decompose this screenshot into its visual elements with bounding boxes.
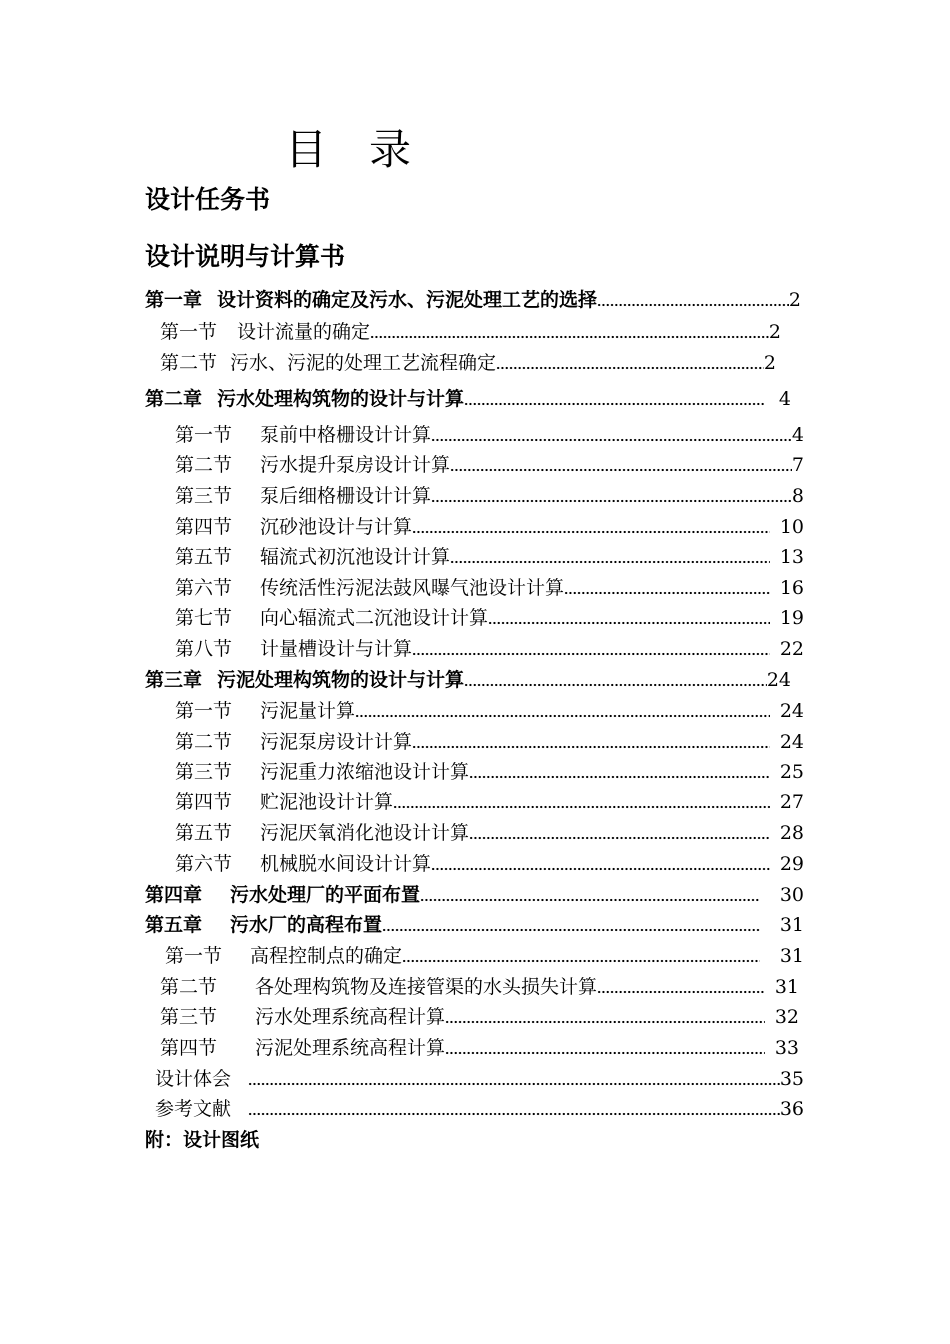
toc-section-3-5[interactable]	[175, 821, 804, 845]
toc-appendix[interactable]: 附：设计图纸	[145, 1129, 260, 1151]
toc-section-3-4[interactable]	[175, 790, 804, 814]
toc-entry-label: 第二节	[160, 976, 218, 998]
toc-leader-dots	[469, 821, 770, 845]
toc-entry-title: 贮泥池设计计算	[260, 791, 394, 813]
toc-leader-dots	[431, 423, 792, 447]
toc-page-number: 4	[791, 424, 804, 446]
toc-entry-label: 第五节	[175, 822, 233, 844]
toc-section-3-6[interactable]	[175, 852, 804, 876]
toc-leader-dots	[464, 668, 767, 692]
toc-leader-dots	[431, 852, 770, 876]
toc-leader-dots	[450, 545, 770, 569]
toc-chapter-5[interactable]	[145, 913, 804, 937]
toc-page-number: 10	[779, 516, 804, 538]
toc-entry-title: 泵后细格栅设计计算	[260, 485, 432, 507]
toc-entry-title: 污水处理构筑物的设计与计算	[217, 388, 465, 410]
toc-leader-dots	[370, 320, 769, 344]
toc-leader-dots	[450, 453, 792, 477]
toc-page-number: 24	[766, 669, 791, 691]
toc-entry-label: 第三节	[175, 761, 233, 783]
toc-design-reflection[interactable]	[155, 1067, 804, 1091]
toc-page-number: 2	[763, 352, 776, 374]
toc-entry-label: 第六节	[175, 853, 233, 875]
toc-entry-title: 机械脱水间设计计算	[260, 853, 432, 875]
heading-design-task: 设计任务书	[145, 185, 271, 214]
toc-section-2-6[interactable]	[175, 576, 804, 600]
page-title: 目 录	[285, 125, 412, 174]
toc-leader-dots	[382, 913, 760, 937]
toc-entry-label: 第三章	[145, 669, 203, 691]
toc-section-2-2[interactable]	[175, 453, 804, 477]
toc-entry-label: 第二节	[175, 454, 233, 476]
toc-page-number: 31	[779, 945, 804, 967]
toc-leader-dots	[248, 1067, 780, 1091]
toc-entry-title: 辐流式初沉池设计计算	[260, 546, 451, 568]
toc-leader-dots	[412, 730, 770, 754]
toc-entry-title: 泵前中格栅设计计算	[260, 424, 432, 446]
toc-section-2-1[interactable]	[175, 423, 804, 447]
toc-page-number: 19	[779, 607, 804, 629]
toc-entry-label: 第一节	[165, 945, 223, 967]
toc-leader-dots	[445, 1036, 765, 1060]
toc-entry-title: 各处理构筑物及连接管渠的水头损失计算	[255, 976, 598, 998]
toc-entry-title: 向心辐流式二沉池设计计算	[260, 607, 489, 629]
toc-entry-label: 第二章	[145, 388, 203, 410]
toc-section-5-4[interactable]	[160, 1036, 799, 1060]
toc-leader-dots	[402, 944, 760, 968]
toc-references[interactable]	[155, 1097, 804, 1121]
toc-leader-dots	[412, 515, 770, 539]
toc-page-number: 22	[779, 638, 804, 660]
toc-section-1-2[interactable]	[160, 351, 776, 375]
toc-page-number: 27	[779, 791, 804, 813]
toc-entry-title: 传统活性污泥法鼓风曝气池设计计算	[260, 577, 565, 599]
toc-page-number: 32	[774, 1006, 799, 1028]
toc-leader-dots	[445, 1005, 765, 1029]
toc-entry-title: 污水处理系统高程计算	[255, 1006, 446, 1028]
toc-chapter-4[interactable]	[145, 883, 804, 907]
toc-page-number: 25	[779, 761, 804, 783]
toc-section-2-5[interactable]	[175, 545, 804, 569]
toc-page-number: 29	[779, 853, 804, 875]
toc-section-2-7[interactable]	[175, 606, 804, 630]
toc-leader-dots	[355, 699, 770, 723]
toc-entry-title: 污泥处理构筑物的设计与计算	[217, 669, 465, 691]
toc-entry-label: 第五节	[175, 546, 233, 568]
toc-page-number: 13	[779, 546, 804, 568]
toc-page-number: 16	[779, 577, 804, 599]
toc-section-5-3[interactable]	[160, 1005, 799, 1029]
toc-leader-dots	[496, 351, 764, 375]
toc-entry-label: 第一节	[175, 424, 233, 446]
toc-section-1-1[interactable]	[160, 320, 781, 344]
toc-entry-label: 第一节	[160, 321, 218, 343]
toc-section-3-2[interactable]	[175, 730, 804, 754]
toc-page-number: 2	[788, 289, 801, 311]
toc-page-number: 30	[779, 884, 804, 906]
toc-entry-label: 第三节	[160, 1006, 218, 1028]
toc-entry-title: 污水提升泵房设计计算	[260, 454, 451, 476]
toc-leader-dots	[420, 883, 760, 907]
toc-entry-label: 第六节	[175, 577, 233, 599]
toc-entry-title: 污泥厌氧消化池设计计算	[260, 822, 470, 844]
toc-entry-title: 污水厂的高程布置	[230, 914, 383, 936]
toc-entry-label: 第四节	[175, 791, 233, 813]
toc-chapter-1[interactable]	[145, 288, 801, 312]
toc-section-3-1[interactable]	[175, 699, 804, 723]
toc-entry-label: 第四章	[145, 884, 203, 906]
toc-leader-dots	[464, 387, 765, 411]
toc-page-number: 31	[774, 976, 799, 998]
toc-leader-dots	[597, 975, 765, 999]
toc-entry-title: 沉砂池设计与计算	[260, 516, 413, 538]
toc-entry-label: 第二节	[160, 352, 218, 374]
toc-leader-dots	[412, 637, 770, 661]
toc-page-number: 31	[779, 914, 804, 936]
toc-entry-title: 污泥重力浓缩池设计计算	[260, 761, 470, 783]
toc-entry-title: 设计流量的确定	[237, 321, 371, 343]
toc-entry-title: 设计资料的确定及污水、污泥处理工艺的选择	[217, 289, 598, 311]
toc-section-5-2[interactable]	[160, 975, 799, 999]
toc-leader-dots	[488, 606, 770, 630]
toc-entry-title: 污泥处理系统高程计算	[255, 1037, 446, 1059]
toc-entry-title: 污泥泵房设计计算	[260, 731, 413, 753]
toc-leader-dots	[597, 288, 789, 312]
toc-entry-label: 设计体会	[155, 1068, 232, 1090]
toc-entry-title: 污水、污泥的处理工艺流程确定	[230, 352, 497, 374]
toc-leader-dots	[393, 790, 770, 814]
toc-entry-label: 第一章	[145, 289, 203, 311]
toc-leader-dots	[564, 576, 770, 600]
toc-entry-label: 第四节	[160, 1037, 218, 1059]
toc-entry-label: 第一节	[175, 700, 233, 722]
heading-design-calculation: 设计说明与计算书	[145, 242, 346, 271]
toc-entry-label: 第七节	[175, 607, 233, 629]
toc-page-number: 7	[791, 454, 804, 476]
toc-section-2-8[interactable]	[175, 637, 804, 661]
toc-page-number: 33	[774, 1037, 799, 1059]
toc-entry-label: 参考文献	[155, 1098, 232, 1120]
toc-leader-dots	[431, 484, 792, 508]
toc-section-5-1[interactable]	[165, 944, 804, 968]
toc-page-number: 8	[791, 485, 804, 507]
toc-page-number: 35	[779, 1068, 804, 1090]
toc-entry-title: 高程控制点的确定	[250, 945, 403, 967]
toc-page-number: 24	[779, 700, 804, 722]
toc-entry-label: 第三节	[175, 485, 233, 507]
toc-section-2-4[interactable]	[175, 515, 804, 539]
toc-leader-dots	[248, 1097, 780, 1121]
toc-entry-title: 计量槽设计与计算	[260, 638, 413, 660]
toc-entry-label: 第二节	[175, 731, 233, 753]
toc-entry-label: 第八节	[175, 638, 233, 660]
toc-leader-dots	[469, 760, 770, 784]
toc-chapter-2[interactable]	[145, 387, 791, 411]
toc-page-number: 28	[779, 822, 804, 844]
toc-entry-label: 第四节	[175, 516, 233, 538]
toc-section-3-3[interactable]	[175, 760, 804, 784]
toc-entry-label: 第五章	[145, 914, 203, 936]
toc-entry-title: 污水处理厂的平面布置	[230, 884, 421, 906]
toc-section-2-3[interactable]	[175, 484, 804, 508]
toc-page-number: 4	[778, 388, 791, 410]
toc-page-number: 24	[779, 731, 804, 753]
toc-page-number: 2	[768, 321, 781, 343]
toc-entry-title: 污泥量计算	[260, 700, 356, 722]
toc-chapter-3[interactable]	[145, 668, 791, 692]
toc-page-number: 36	[779, 1098, 804, 1120]
